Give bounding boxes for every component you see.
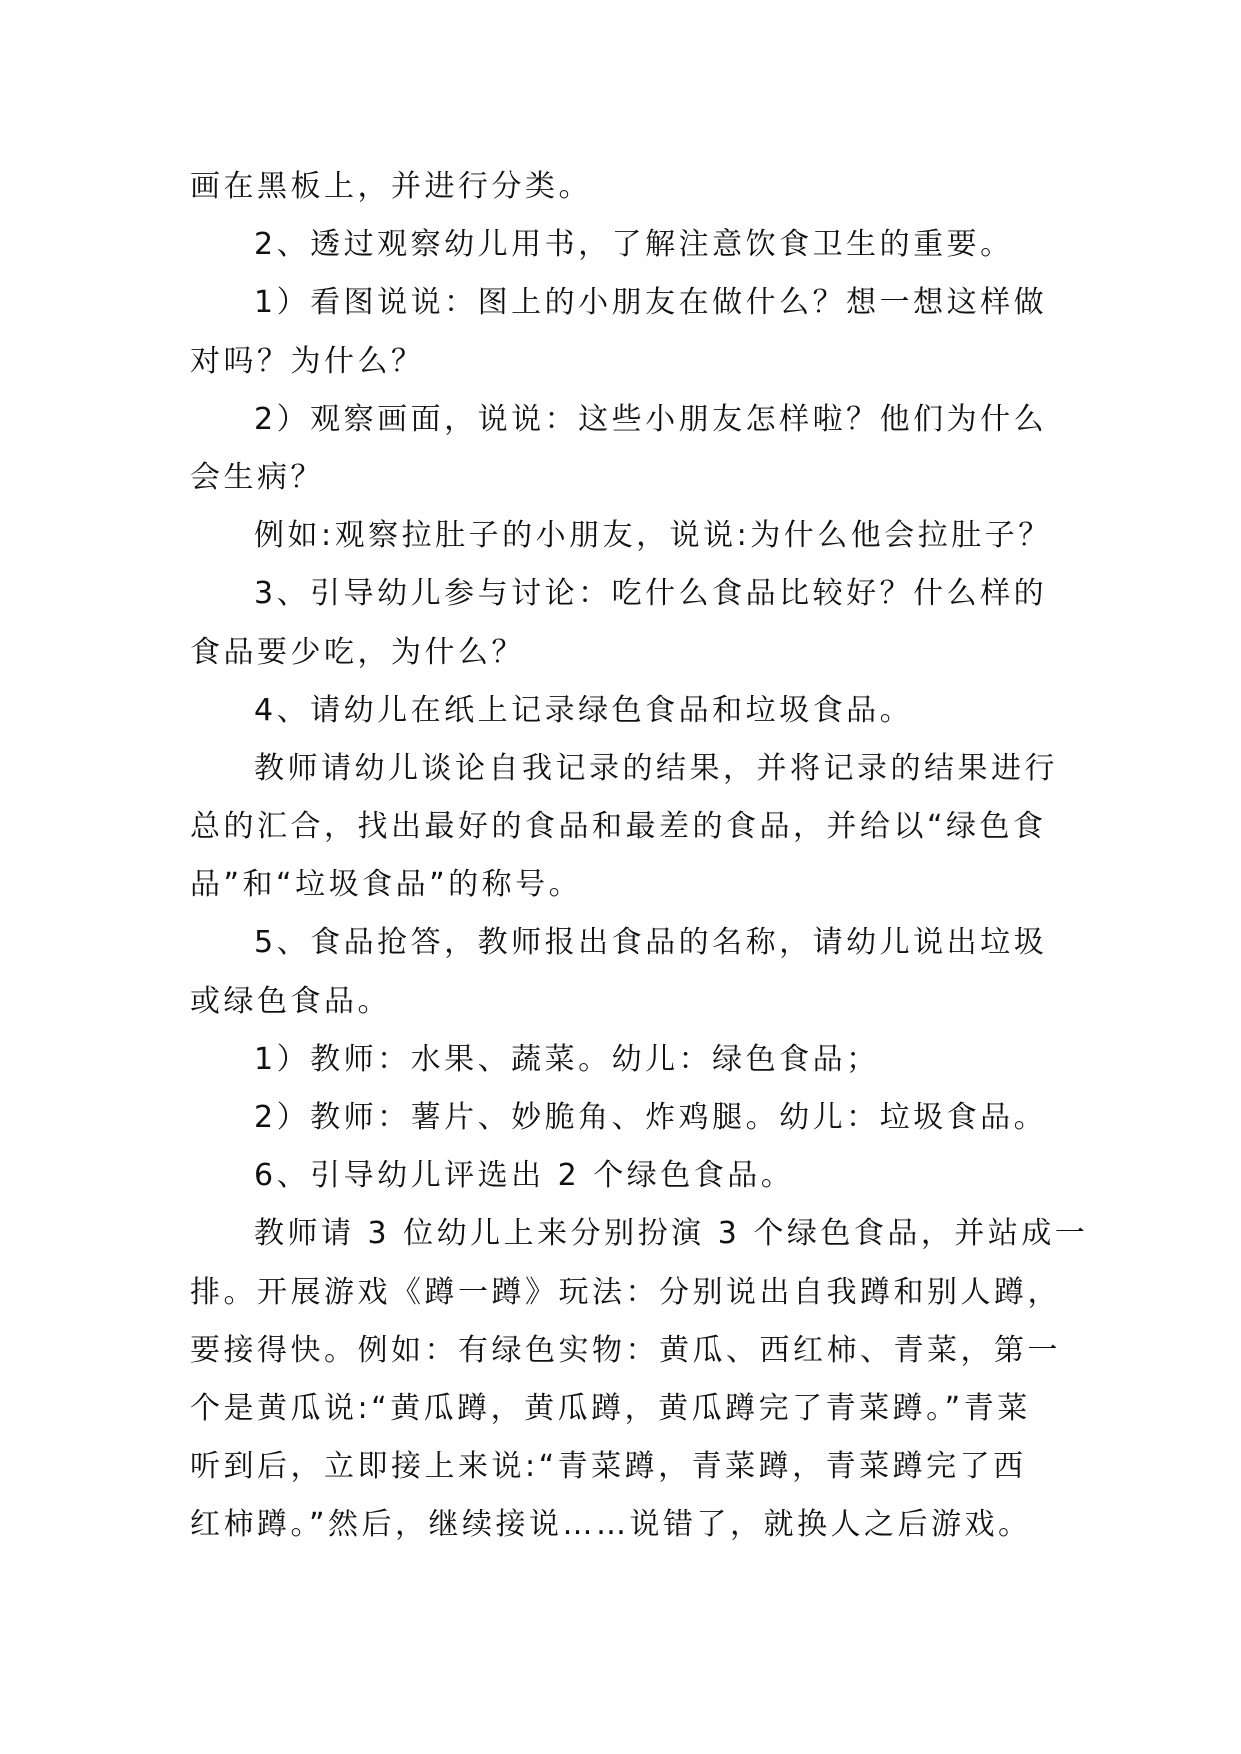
text-line: 1）教师：水果、蔬菜。幼儿：绿色食品； xyxy=(254,1041,880,1077)
text-line: 听到后，立即接上来说:“青菜蹲，青菜蹲，青菜蹲完了西 xyxy=(190,1449,1027,1485)
text-line: 教师请 3 位幼儿上来分别扮演 3 个绿色食品，并站成一 xyxy=(254,1216,1089,1252)
text-line: 画在黑板上，并进行分类。 xyxy=(190,169,592,204)
document-body xyxy=(190,158,1089,1555)
text-line: 品”和“垃圾食品”的称号。 xyxy=(190,867,583,903)
text-line: 红柿蹲。”然后，继续接说……说错了，就换人之后游戏。 xyxy=(190,1507,1032,1543)
text-line: 1）看图说说：图上的小朋友在做什么？想一想这样做 xyxy=(254,285,1048,321)
text-line: 教师请幼儿谈论自我记录的结果，并将记录的结果进行 xyxy=(254,750,1058,786)
text-line: 例如:观察拉肚子的小朋友，说说:为什么他会拉肚子？ xyxy=(254,518,1052,554)
text-line: 对吗？为什么？ xyxy=(190,343,425,379)
text-line: 4、请幼儿在纸上记录绿色食品和垃圾食品。 xyxy=(254,692,914,728)
text-line: 食品要少吃，为什么？ xyxy=(190,634,525,670)
text-line: 会生病？ xyxy=(190,459,324,495)
text-line: 2）观察画面，说说：这些小朋友怎样啦？他们为什么 xyxy=(254,401,1048,437)
text-line: 3、引导幼儿参与讨论：吃什么食品比较好？什么样的 xyxy=(254,576,1048,612)
text-line: 5、食品抢答，教师报出食品的名称，请幼儿说出垃圾 xyxy=(254,925,1048,961)
text-line: 或绿色食品。 xyxy=(190,983,391,1019)
text-line: 总的汇合，找出最好的食品和最差的食品，并给以“绿色食 xyxy=(190,809,1047,845)
text-line: 2）教师：薯片、妙脆角、炸鸡腿。幼儿：垃圾食品。 xyxy=(254,1100,1048,1135)
text-line: 6、引导幼儿评选出 2 个绿色食品。 xyxy=(254,1158,795,1194)
text-line: 要接得快。例如：有绿色实物：黄瓜、西红柿、青菜，第一 xyxy=(190,1332,1061,1368)
text-line: 2、透过观察幼儿用书，了解注意饮食卫生的重要。 xyxy=(254,227,1014,263)
text-line: 排。开展游戏《蹲一蹲》玩法：分别说出自我蹲和别人蹲， xyxy=(190,1274,1061,1310)
text-line: 个是黄瓜说:“黄瓜蹲，黄瓜蹲，黄瓜蹲完了青菜蹲。”青菜 xyxy=(190,1390,1031,1426)
